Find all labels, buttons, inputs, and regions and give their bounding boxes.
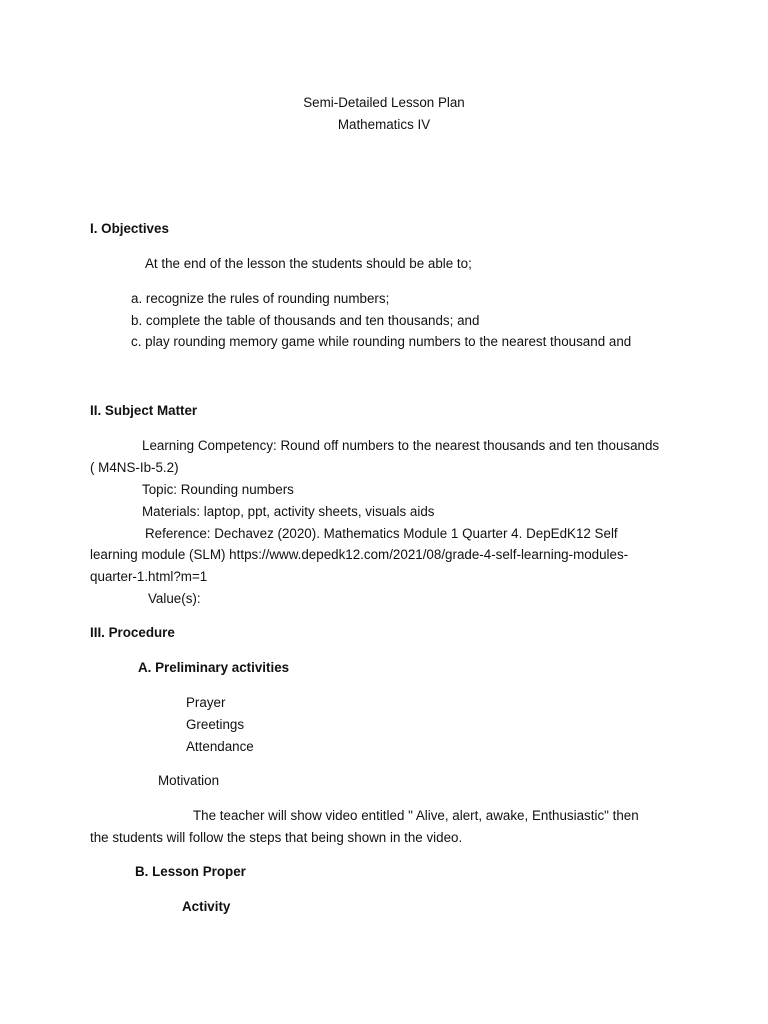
preliminary-activities-heading: A. Preliminary activities bbox=[138, 660, 290, 675]
materials: Materials: laptop, ppt, activity sheets, visuals aids bbox=[142, 504, 435, 519]
objective-item-a: a. recognize the rules of rounding numbers; bbox=[131, 291, 390, 306]
preliminary-item-greetings: Greetings bbox=[186, 717, 245, 732]
activity-heading: Activity bbox=[182, 899, 231, 914]
motivation-text-line-2: the students will follow the steps that being shown in the video. bbox=[90, 830, 463, 845]
reference-line-2: learning module (SLM) https://www.depedk12.com/2021/08/grade-4-self-learning-modules- bbox=[90, 547, 629, 562]
learning-competency: Learning Competency: Round off numbers to the nearest thousands and ten thousands bbox=[142, 438, 660, 453]
competency-code: ( M4NS-Ib-5.2) bbox=[90, 460, 179, 475]
objectives-intro: At the end of the lesson the students should be able to; bbox=[145, 256, 472, 271]
lesson-proper-heading: B. Lesson Proper bbox=[135, 864, 246, 879]
preliminary-item-prayer: Prayer bbox=[186, 695, 226, 710]
motivation-text: The teacher will show video entitled " Alive, alert, awake, Enthusiastic" then bbox=[193, 808, 639, 823]
values: Value(s): bbox=[148, 591, 201, 606]
document-subject: Mathematics IV bbox=[337, 117, 431, 132]
objective-item-c: c. play rounding memory game while rounding numbers to the nearest thousand and bbox=[131, 334, 632, 349]
procedure-heading: III. Procedure bbox=[90, 625, 175, 640]
document-title: Semi-Detailed Lesson Plan bbox=[303, 95, 465, 110]
reference-line-3: quarter-1.html?m=1 bbox=[90, 569, 208, 584]
objective-item-b: b. complete the table of thousands and ten thousands; and bbox=[131, 313, 480, 328]
reference: Reference: Dechavez (2020). Mathematics Module 1 Quarter 4. DepEdK12 Self bbox=[145, 526, 618, 541]
topic: Topic: Rounding numbers bbox=[142, 482, 294, 497]
motivation-heading: Motivation bbox=[158, 773, 220, 788]
subject-matter-heading: II. Subject Matter bbox=[90, 403, 198, 418]
preliminary-item-attendance: Attendance bbox=[186, 739, 254, 754]
objectives-heading: I. Objectives bbox=[90, 221, 169, 236]
